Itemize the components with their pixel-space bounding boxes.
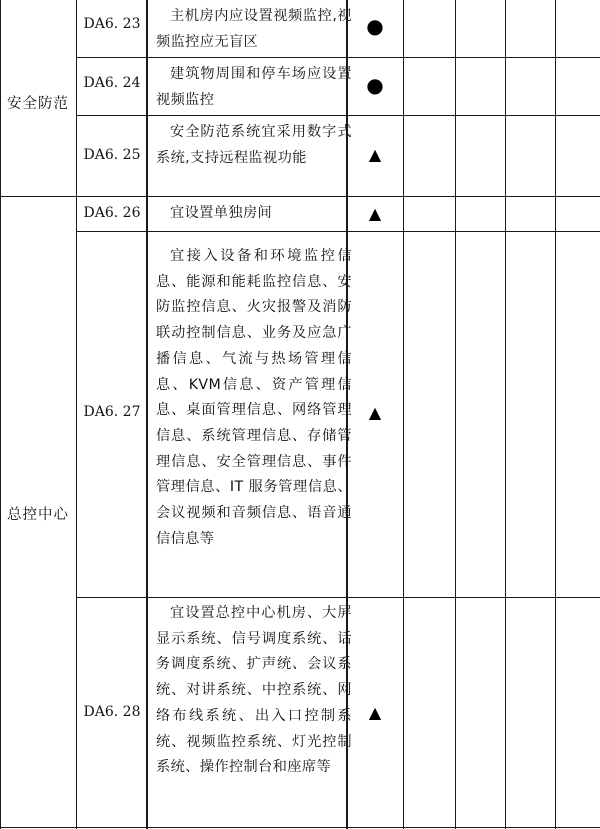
table-border-left [0, 0, 1, 829]
group-divider [0, 196, 600, 197]
circle-mark-icon: ● [366, 14, 384, 38]
clause-text: 安全防范系统宜采用数字式系统,支持远程监视功能 [156, 124, 352, 166]
column-divider [147, 0, 148, 829]
triangle-mark-icon: ▲ [368, 703, 382, 722]
column-divider [403, 0, 404, 829]
category-cell: 安全防范 [7, 96, 69, 112]
triangle-mark-icon: ▲ [368, 145, 382, 164]
triangle-mark-icon: ▲ [368, 403, 382, 422]
column-divider [555, 0, 556, 829]
row-divider [76, 597, 600, 598]
clause-code: DA6. 26 [83, 205, 141, 221]
clause-text: 宜设置单独房间 [170, 205, 273, 221]
row-divider [76, 115, 600, 116]
clause-text: 宜设置总控中心机房、大屏显示系统、信号调度系统、话务调度系统、扩声统、会议系统、对讲系统、中控系统、网络布线系统、出入口控制系统、视频监控系统、灯光控制系统、操作控制台和座席等 [156, 605, 352, 776]
triangle-mark-icon: ▲ [368, 204, 382, 223]
category-cell: 总控中心 [7, 507, 69, 523]
clause-text: 宜接入设备和环境监控信息、能源和能耗监控信息、安防监控信息、火灾报警及消防联动控制信息、业务及应急广播信息、气流与热场管理信息、KVM信息、资产管理信息、桌面管理信息、网络管理信息、系统管理信息、存储管理信息、安全管理信息、事件管理信息、IT 服务管理信息、会议视频和音频信息、语音通信信息等 [156, 248, 352, 547]
row-divider [76, 57, 600, 58]
clause-code: DA6. 25 [83, 147, 141, 163]
clause-text: 主机房内应设置视频监控,视频监控应无盲区 [156, 8, 352, 50]
clause-text: 建筑物周围和停车场应设置视频监控 [156, 66, 352, 108]
clause-code: DA6. 24 [83, 75, 141, 91]
circle-mark-icon: ● [366, 73, 384, 97]
table-border-bottom [0, 827, 600, 828]
clause-code: DA6. 28 [83, 704, 141, 720]
row-divider [76, 231, 600, 232]
column-divider [505, 0, 506, 829]
column-divider [455, 0, 456, 829]
clause-code: DA6. 23 [83, 16, 141, 32]
clause-code: DA6. 27 [83, 404, 141, 420]
